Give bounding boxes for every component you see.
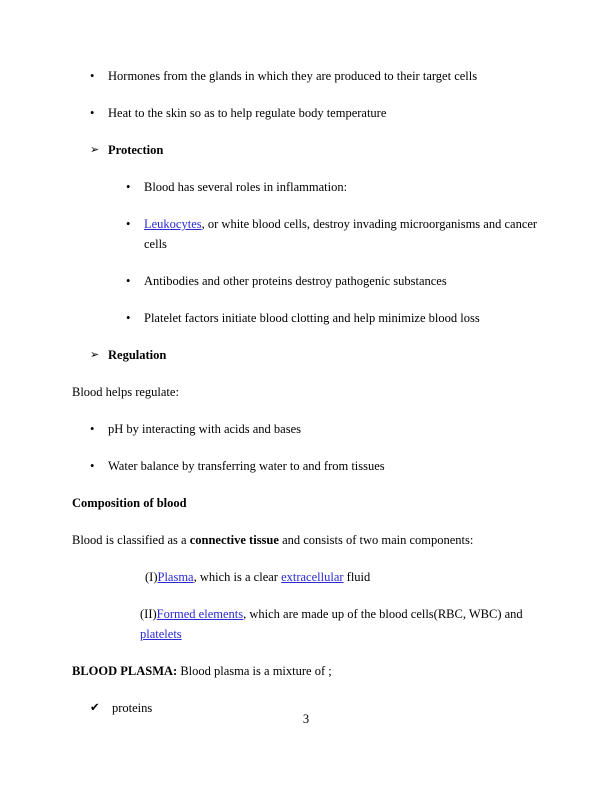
list-item-text: Antibodies and other proteins destroy pathogenic substances [144, 274, 447, 288]
connective-tissue-bold: connective tissue [189, 533, 279, 547]
sentence-pre: Blood is classified as a [72, 533, 190, 547]
list-item-text-rest: , or white blood cells, destroy invading microorganisms and cancer cells [144, 217, 538, 251]
list-item-text: Heat to the skin so as to help regulate body temperature [108, 106, 387, 120]
list-item-text: proteins [112, 701, 153, 715]
sentence-mid: , which are made up of the blood cells(RBC, WBC) and [243, 607, 523, 621]
paragraph-blood-classified [72, 530, 540, 550]
check-bullet-icon: ✔ [90, 702, 100, 714]
list-item-ph [72, 419, 540, 439]
bullet-icon: • [90, 459, 95, 473]
formed-elements-link[interactable]: Formed elements [156, 607, 244, 621]
list-item-text: Water balance by transferring water to and from tissues [108, 459, 385, 473]
bullet-icon: • [126, 274, 131, 288]
page-number: 3 [302, 712, 310, 726]
list-item-hormones [72, 66, 540, 86]
heading-text: Protection [108, 143, 164, 157]
blood-plasma-rest: Blood plasma is a mixture of ; [177, 664, 332, 678]
roman-numeral: (II) [140, 607, 157, 621]
bullet-icon: • [126, 311, 131, 325]
arrow-bullet-icon: ➢ [90, 349, 100, 361]
bullet-icon: • [126, 180, 131, 194]
heading-protection [72, 140, 540, 160]
list-item-text: Blood has several roles in inflammation: [144, 180, 348, 194]
roman-numeral: (I) [145, 570, 158, 584]
bullet-icon: • [126, 217, 131, 231]
list-item-text: Platelet factors initiate blood clotting and help minimize blood loss [144, 311, 480, 325]
list-item-text [144, 214, 540, 254]
blood-plasma-label: BLOOD PLASMA: [72, 664, 178, 678]
sentence-post: fluid [343, 570, 371, 584]
sentence-mid: , which is a clear [193, 570, 282, 584]
heading-regulation [72, 345, 540, 365]
heading-composition-of-blood: Composition of blood [72, 496, 187, 510]
bullet-icon: • [90, 69, 95, 83]
bullet-icon: • [90, 106, 95, 120]
component-item-plasma [72, 567, 540, 587]
extracellular-link[interactable]: extracellular [281, 570, 344, 584]
platelets-link[interactable]: platelets [140, 627, 182, 641]
arrow-bullet-icon: ➢ [90, 144, 100, 156]
list-item-heat [72, 103, 540, 123]
list-item-platelet-factors [72, 308, 540, 328]
list-item-water-balance [72, 456, 540, 476]
list-item-leukocytes [72, 214, 540, 254]
component-item-formed-elements [72, 604, 540, 644]
paragraph-blood-helps-regulate: Blood helps regulate: [72, 385, 179, 399]
sentence-post: and consists of two main components: [278, 533, 474, 547]
bullet-icon: • [90, 422, 95, 436]
list-item-text: Hormones from the glands in which they are produced to their target cells [108, 69, 478, 83]
leukocytes-link[interactable]: Leukocytes [144, 217, 202, 231]
plasma-link[interactable]: Plasma [157, 570, 194, 584]
heading-text: Regulation [108, 348, 167, 362]
list-item-antibodies [72, 271, 540, 291]
list-item-inflammation [72, 177, 540, 197]
list-item-text: pH by interacting with acids and bases [108, 422, 302, 436]
paragraph-blood-plasma [72, 661, 540, 681]
